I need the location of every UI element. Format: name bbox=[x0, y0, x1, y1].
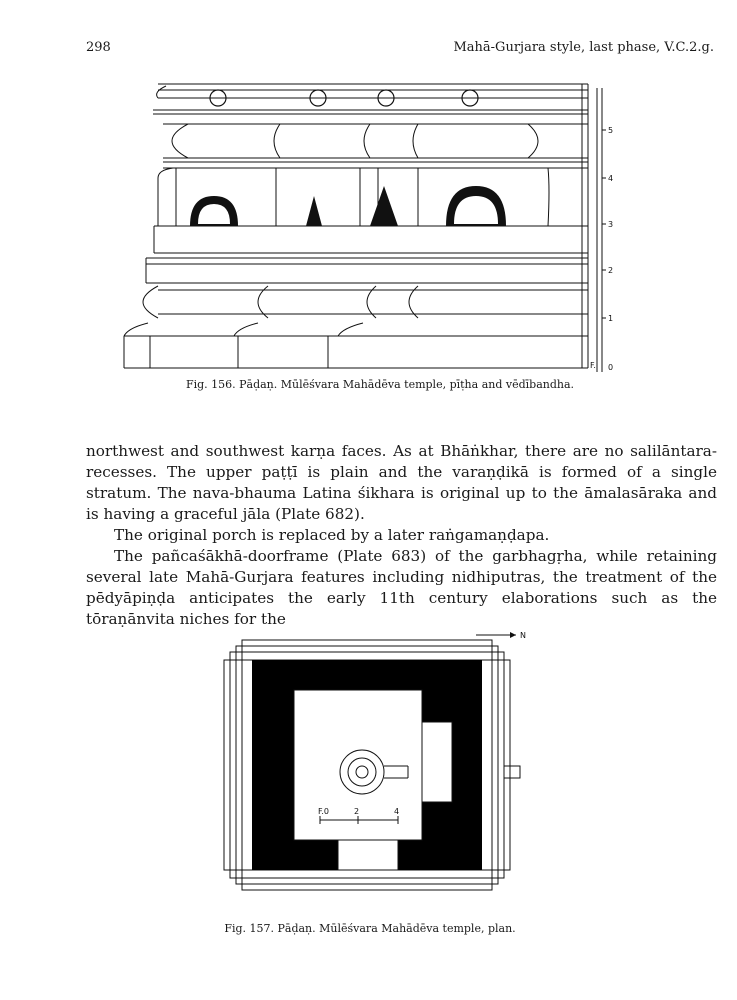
scale-label-4: 4 bbox=[608, 174, 614, 183]
plan-scale-label-2: 2 bbox=[354, 807, 360, 816]
elevation-drawing bbox=[118, 78, 638, 374]
scale-label-3: 3 bbox=[608, 220, 614, 229]
figure-157-caption: Fig. 157. Pāḍaṇ. Mūlēśvara Mahādēva temple, plan. bbox=[224, 922, 516, 935]
scale-label-2: 2 bbox=[608, 266, 614, 275]
paragraph-2: The original porch is replaced by a later raṅgamaṇḍapa. bbox=[114, 526, 550, 544]
scale-label-0: 0 bbox=[608, 363, 614, 372]
figure-156-elevation bbox=[118, 78, 638, 374]
body-text bbox=[86, 441, 717, 630]
scale-label-5: 5 bbox=[608, 126, 614, 135]
plan-scale-label-4: 4 bbox=[394, 807, 400, 816]
figure-156-caption: Fig. 156. Pāḍaṇ. Mūlēśvara Mahādēva temple, pīṭha and vēdībandha. bbox=[185, 378, 575, 391]
page-header bbox=[86, 40, 714, 60]
north-label: N bbox=[520, 631, 526, 640]
page-number: 298 bbox=[86, 40, 111, 55]
plan-scale-label-0: F.0 bbox=[318, 807, 329, 816]
scale-unit: F. bbox=[590, 361, 596, 370]
plan-drawing bbox=[212, 620, 532, 910]
scale-label-1: 1 bbox=[608, 314, 614, 323]
running-head: Mahā-Gurjara style, last phase, V.C.2.g. bbox=[453, 40, 714, 55]
figure-157-plan bbox=[212, 620, 532, 910]
paragraph-3: The pañcaśākhā-doorframe (Plate 683) of the garbhagṛha, while retaining several late Mahā-Gurjara features including nidhiputras, the treatment of the pēdyāpiṇḍa anticipates the early 11th century elaborations such as the tōraṇānvita niches for the bbox=[86, 547, 717, 628]
paragraph-1: northwest and southwest karṇa faces. As at Bhāṅkhar, there are no salilāntara-recesses. The upper paṭṭī is plain and the varaṇḍikā is formed of a single stratum. The nava-bhauma Latina śikhara is original up to the āmalasāraka and is having a graceful jāla (Plate 682). bbox=[86, 442, 717, 523]
